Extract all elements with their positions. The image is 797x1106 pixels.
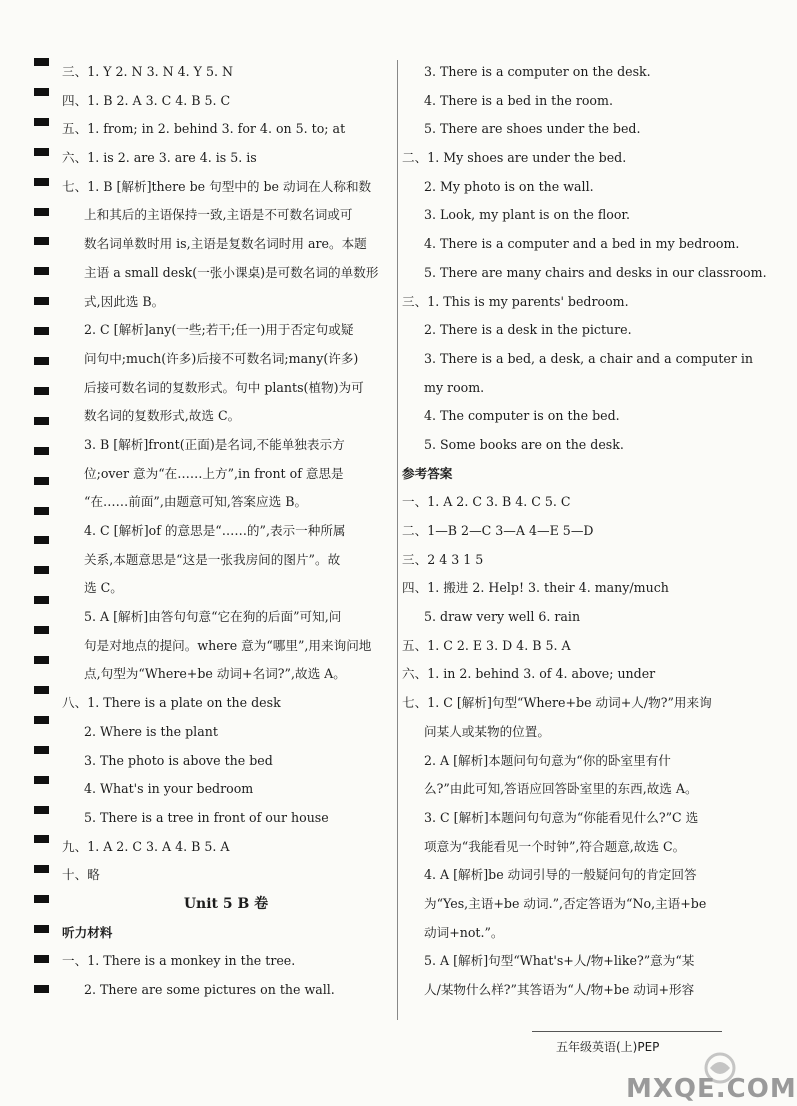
- answer-line: my room.: [424, 379, 485, 395]
- answer-line: 5. There are shoes under the bed.: [424, 121, 641, 137]
- watermark-text: MXQE.COM: [626, 1074, 797, 1104]
- answer-line: 项意为“我能看见一个时钟”,符合题意,故选 C。: [424, 838, 686, 854]
- answer-line: 2. There are some pictures on the wall.: [84, 982, 335, 997]
- answer-line: 后接可数名词的复数形式。句中 plants(植物)为可: [84, 379, 364, 395]
- answer-line: “在……前面”,由题意可知,答案应选 B。: [84, 494, 308, 510]
- answer-line: 3. B [解析]front(正面)是名词,不能单独表示方: [84, 436, 345, 452]
- column-divider: [397, 60, 398, 1020]
- answer-line: 八、1. There is a plate on the desk: [62, 695, 281, 711]
- binding-mark: [34, 656, 49, 664]
- answer-line: 四、1. B 2. A 3. C 4. B 5. C: [62, 92, 231, 108]
- binding-mark: [34, 148, 49, 156]
- binding-mark: [34, 746, 49, 754]
- right-column: [402, 58, 767, 1005]
- footer-rule: [532, 1031, 722, 1032]
- left-column: [62, 58, 390, 1005]
- binding-mark: [34, 88, 49, 96]
- binding-mark: [34, 686, 49, 694]
- answer-line: 四、1. 搬进 2. Help! 3. their 4. many/much: [402, 580, 669, 596]
- answer-line: 关系,本题意思是“这是一张我房间的图片”。故: [84, 551, 341, 567]
- binding-mark: [34, 536, 49, 544]
- binding-mark: [34, 626, 49, 634]
- binding-mark: [34, 776, 49, 784]
- answer-line: 3. The photo is above the bed: [84, 752, 273, 768]
- answer-line: 三、1. This is my parents' bedroom.: [402, 293, 629, 309]
- binding-mark: [34, 865, 49, 873]
- binding-mark: [34, 267, 49, 275]
- binding-mark: [34, 477, 49, 485]
- answer-line: 位;over 意为“在……上方”,in front of 意思是: [84, 465, 344, 481]
- binding-mark: [34, 985, 49, 993]
- binding-mark: [34, 895, 49, 903]
- binding-mark: [34, 178, 49, 186]
- answer-line: 4. There is a computer and a bed in my bedroom.: [424, 236, 740, 252]
- answer-line: 3. C [解析]本题问句句意为“你能看见什么?”C 选: [424, 809, 699, 825]
- answer-line: 一、1. A 2. C 3. B 4. C 5. C: [402, 494, 571, 510]
- binding-mark: [34, 58, 49, 66]
- answer-line: 人/某物什么样?”其答语为“人/物+be 动词+形容: [424, 982, 695, 997]
- section-heading: 听力材料: [62, 924, 113, 940]
- answer-line: 句是对地点的提问。where 意为“哪里”,用来询问地: [84, 637, 372, 653]
- answer-line: 七、1. C [解析]句型“Where+be 动词+人/物?”用来询: [402, 695, 712, 711]
- answer-line: 选 C。: [84, 580, 123, 596]
- answer-line: 七、1. B [解析]there be 句型中的 be 动词在人称和数: [62, 178, 372, 194]
- answer-line: 5. A [解析]由答句句意“它在狗的后面”可知,问: [84, 609, 342, 625]
- answer-line: 4. A [解析]be 动词引导的一般疑问句的肯定回答: [424, 867, 697, 883]
- binding-mark: [34, 507, 49, 515]
- answer-line: 3. There is a computer on the desk.: [424, 64, 651, 79]
- section-heading: 参考答案: [402, 465, 453, 481]
- answer-line: 六、1. in 2. behind 3. of 4. above; under: [402, 666, 656, 682]
- answer-line: 二、1—B 2—C 3—A 4—E 5—D: [402, 523, 594, 538]
- answer-line: 5. Some books are on the desk.: [424, 436, 624, 452]
- answer-line: 三、1. Y 2. N 3. N 4. Y 5. N: [62, 64, 233, 79]
- answer-line: 4. C [解析]of 的意思是“……的”,表示一种所属: [84, 523, 346, 538]
- answer-line: 数名词的复数形式,故选 C。: [84, 408, 241, 424]
- binding-mark: [34, 118, 49, 126]
- answer-line: 4. The computer is on the bed.: [424, 408, 620, 424]
- binding-mark: [34, 566, 49, 574]
- answer-line: 4. What's in your bedroom: [84, 781, 254, 797]
- binding-mark: [34, 596, 49, 604]
- answer-line: 六、1. is 2. are 3. are 4. is 5. is: [62, 150, 257, 166]
- answer-line: 十、略: [62, 867, 100, 883]
- answer-line: 三、2 4 3 1 5: [402, 551, 484, 567]
- answer-line: 五、1. from; in 2. behind 3. for 4. on 5. to; at: [62, 121, 346, 137]
- answer-line: 一、1. There is a monkey in the tree.: [62, 953, 296, 969]
- binding-mark: [34, 447, 49, 455]
- answer-line: 3. There is a bed, a desk, a chair and a computer in: [424, 350, 754, 366]
- binding-mark: [34, 208, 49, 216]
- binding-mark: [34, 835, 49, 843]
- binding-mark: [34, 357, 49, 365]
- answer-line: 4. There is a bed in the room.: [424, 92, 613, 108]
- answer-line: 2. There is a desk in the picture.: [424, 322, 632, 338]
- answer-line: 式,因此选 B。: [84, 293, 165, 309]
- binding-mark: [34, 806, 49, 814]
- unit-heading: Unit 5 B 卷: [183, 895, 269, 912]
- answer-line: 问某人或某物的位置。: [424, 723, 550, 739]
- binding-mark: [34, 327, 49, 335]
- answer-line: 2. Where is the plant: [84, 723, 218, 739]
- page-footer: 五年级英语(上)PEP: [556, 1040, 660, 1054]
- binding-marks: [34, 58, 50, 1018]
- answer-line: 问句中;much(许多)后接不可数名词;many(许多): [84, 350, 359, 366]
- answer-line: 动词+not.”。: [424, 924, 504, 940]
- binding-mark: [34, 387, 49, 395]
- answer-line: 五、1. C 2. E 3. D 4. B 5. A: [402, 637, 571, 653]
- answer-line: 主语 a small desk(一张小课桌)是可数名词的单数形: [84, 264, 379, 280]
- answer-line: 九、1. A 2. C 3. A 4. B 5. A: [62, 838, 230, 854]
- binding-mark: [34, 925, 49, 933]
- answer-line: 5. draw very well 6. rain: [424, 609, 581, 625]
- binding-mark: [34, 297, 49, 305]
- answer-line: 5. There is a tree in front of our house: [84, 809, 329, 825]
- answer-line: 2. C [解析]any(一些;若干;任一)用于否定句或疑: [84, 322, 354, 338]
- binding-mark: [34, 237, 49, 245]
- answer-line: 点,句型为“Where+be 动词+名词?”,故选 A。: [84, 666, 346, 682]
- answer-line: 为“Yes,主语+be 动词.”,否定答语为“No,主语+be: [424, 895, 707, 911]
- answer-line: 数名词单数时用 is,主语是复数名词时用 are。本题: [84, 236, 367, 252]
- answer-line: 二、1. My shoes are under the bed.: [402, 150, 627, 166]
- binding-mark: [34, 417, 49, 425]
- answer-line: 3. Look, my plant is on the floor.: [424, 207, 631, 223]
- answer-line: 么?”由此可知,答语应回答卧室里的东西,故选 A。: [424, 781, 698, 797]
- answer-line: 2. A [解析]本题问句句意为“你的卧室里有什: [424, 752, 671, 768]
- answer-line: 上和其后的主语保持一致,主语是不可数名词或可: [84, 207, 353, 223]
- answer-line: 5. There are many chairs and desks in our classroom.: [424, 264, 767, 280]
- binding-mark: [34, 716, 49, 724]
- answer-line: 5. A [解析]句型“What's+人/物+like?”意为“某: [424, 953, 695, 969]
- binding-mark: [34, 955, 49, 963]
- answer-line: 2. My photo is on the wall.: [424, 178, 594, 194]
